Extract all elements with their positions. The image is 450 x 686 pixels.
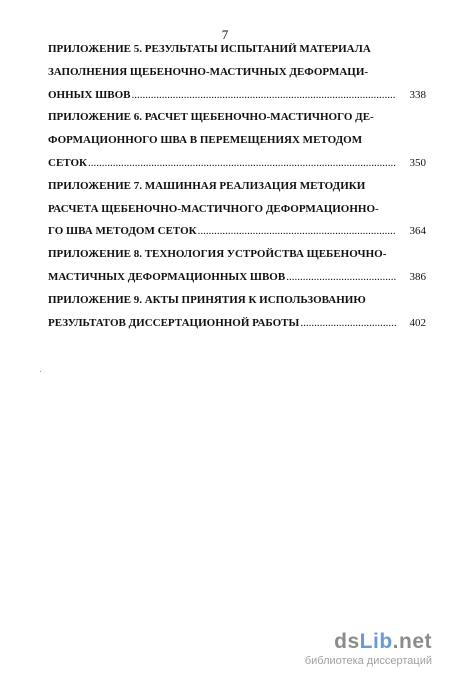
- toc-line-text: ПРИЛОЖЕНИЕ 6. РАСЧЕТ ЩЕБЕНОЧНО-МАСТИЧНОГО ДЕ-: [48, 111, 374, 124]
- toc-line: [48, 66, 426, 89]
- toc-entry-appendix-8[interactable]: [48, 271, 426, 294]
- toc-line-text: ФОРМАЦИОННОГО ШВА В ПЕРЕМЕЩЕНИЯХ МЕТОДОМ: [48, 134, 363, 147]
- scan-speck: [40, 371, 41, 372]
- toc-line: [48, 43, 426, 66]
- toc-line: [48, 248, 426, 271]
- toc-page-number: 338: [409, 88, 426, 101]
- toc-line-text: ПРИЛОЖЕНИЕ 7. МАШИННАЯ РЕАЛИЗАЦИЯ МЕТОДИКИ: [48, 179, 366, 192]
- toc-line-text: ПРИЛОЖЕНИЕ 9. АКТЫ ПРИНЯТИЯ К ИСПОЛЬЗОВАНИЮ: [48, 293, 366, 306]
- toc-line: [48, 180, 426, 203]
- table-of-contents: [48, 43, 426, 339]
- toc-line-text: ГО ШВА МЕТОДОМ СЕТОК: [48, 225, 197, 238]
- toc-entry-appendix-7[interactable]: [48, 225, 426, 248]
- toc-page-number: 402: [409, 316, 426, 329]
- toc-page-number: 364: [409, 225, 426, 238]
- dot-leader: [88, 157, 396, 169]
- toc-entry-appendix-6[interactable]: [48, 157, 426, 180]
- toc-page-number: 386: [409, 270, 426, 283]
- toc-page-number: 350: [409, 156, 426, 169]
- watermark[interactable]: [305, 631, 432, 668]
- toc-line: [48, 203, 426, 226]
- logo-ds: ds: [334, 630, 360, 653]
- toc-line: [48, 294, 426, 317]
- logo-lib: Lib: [359, 630, 393, 653]
- dot-leader: [131, 89, 396, 101]
- toc-line-text: СЕТОК: [48, 156, 88, 169]
- watermark-subtitle: библиотека диссертаций: [304, 655, 432, 667]
- toc-line-text: МАСТИЧНЫХ ДЕФОРМАЦИОННЫХ ШВОВ: [48, 270, 286, 283]
- dot-leader: [198, 225, 396, 237]
- logo-net: .net: [392, 630, 432, 653]
- toc-line-text: ПРИЛОЖЕНИЕ 5. РЕЗУЛЬТАТЫ ИСПЫТАНИЙ МАТЕРИАЛА: [48, 43, 371, 55]
- page-number: 7: [221, 27, 229, 42]
- dslib-logo: [305, 631, 432, 653]
- toc-line-text: ПРИЛОЖЕНИЕ 8. ТЕХНОЛОГИЯ УСТРОЙСТВА ЩЕБЕНОЧНО-: [48, 248, 387, 261]
- toc-line: [48, 134, 426, 157]
- toc-line-text: ОННЫХ ШВОВ: [48, 88, 131, 101]
- toc-line: [48, 111, 426, 134]
- toc-line-text: РЕЗУЛЬТАТОВ ДИССЕРТАЦИОННОЙ РАБОТЫ: [48, 316, 300, 329]
- dot-leader: [300, 317, 396, 329]
- dot-leader: [286, 271, 396, 283]
- toc-entry-appendix-9[interactable]: [48, 317, 426, 340]
- toc-entry-appendix-5[interactable]: [48, 89, 426, 112]
- toc-line-text: РАСЧЕТА ЩЕБЕНОЧНО-МАСТИЧНОГО ДЕФОРМАЦИОННО-: [48, 202, 379, 215]
- toc-line-text: ЗАПОЛНЕНИЯ ЩЕБЕНОЧНО-МАСТИЧНЫХ ДЕФОРМАЦИ-: [48, 65, 369, 78]
